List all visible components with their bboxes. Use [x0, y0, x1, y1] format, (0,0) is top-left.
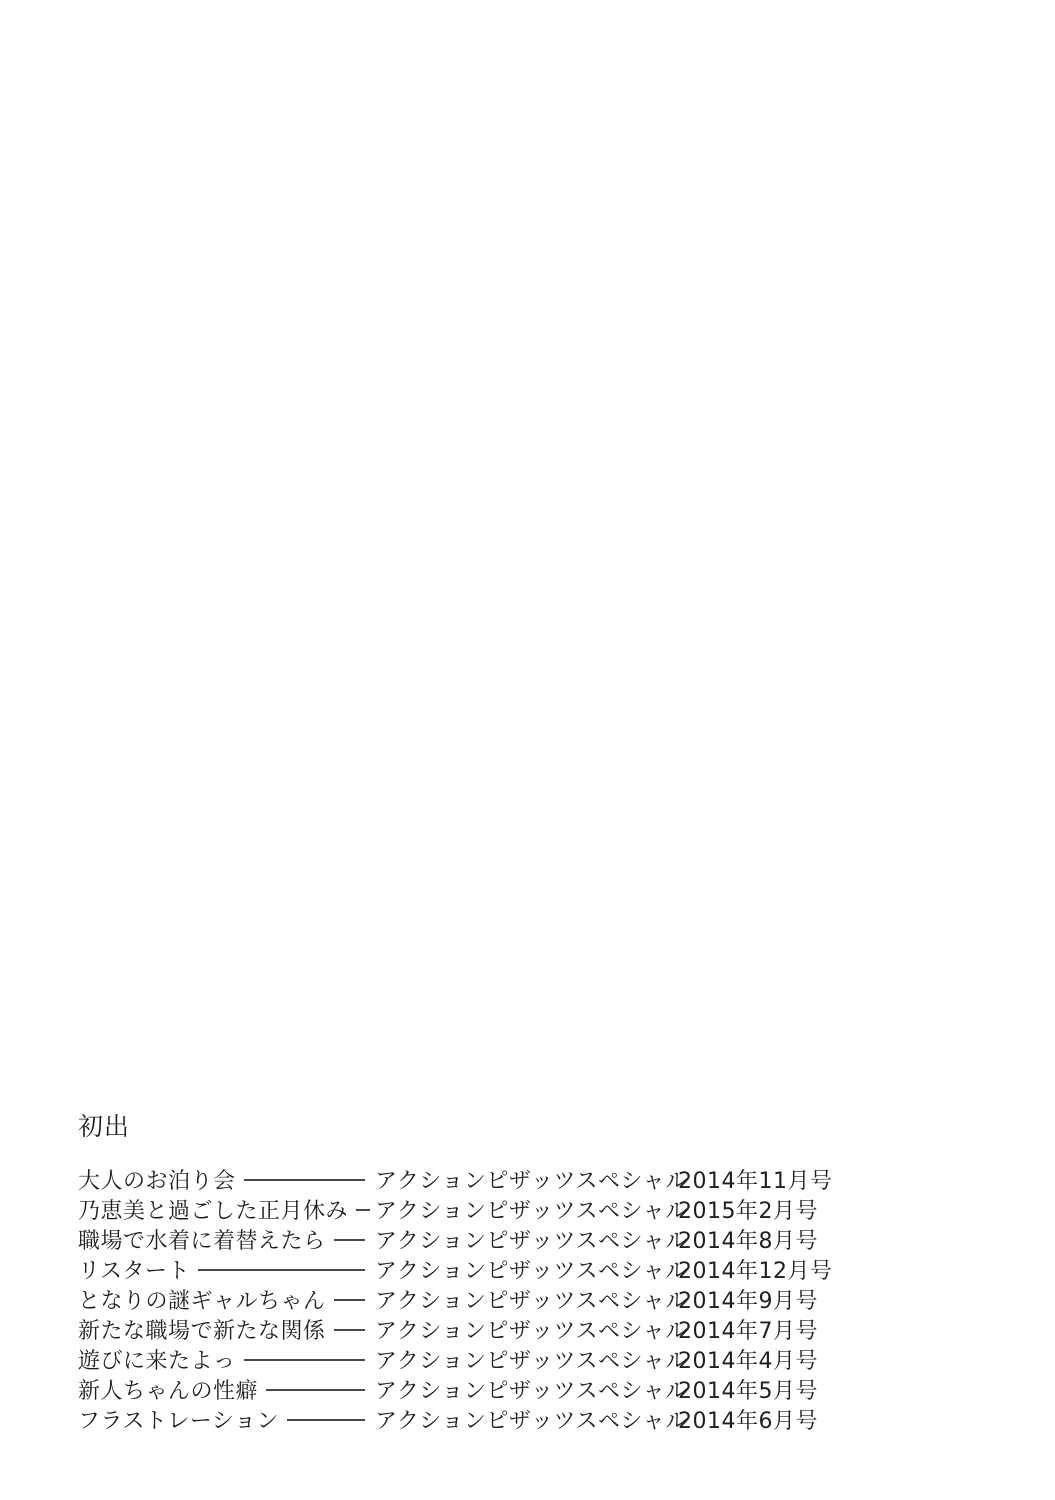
publication-row-left — [78, 1194, 375, 1225]
publication-row-left — [78, 1404, 375, 1435]
chapter-title: フラストレーション — [78, 1408, 279, 1434]
chapter-title: 遊びに来たよっ — [78, 1348, 236, 1374]
issue-date: 2014年4月号 — [678, 1348, 818, 1374]
chapter-title: 乃恵美と過ごした正月休み — [78, 1198, 349, 1224]
leader-line — [266, 1389, 365, 1391]
publication-row-left — [78, 1314, 375, 1345]
magazine-name: アクションピザッツスペシャル — [375, 1258, 688, 1284]
issue-date: 2014年11月号 — [678, 1168, 833, 1194]
chapter-title: リスタート — [78, 1258, 191, 1284]
chapter-title: 大人のお泊り会 — [78, 1168, 236, 1194]
chapter-title: 新人ちゃんの性癖 — [78, 1378, 259, 1404]
publication-row — [78, 1314, 838, 1344]
magazine-name: アクションピザッツスペシャル — [375, 1348, 688, 1374]
issue-date: 2014年8月号 — [678, 1228, 818, 1254]
leader-line — [334, 1299, 365, 1301]
issue-date: 2014年6月号 — [678, 1408, 818, 1434]
publication-row — [78, 1284, 838, 1314]
chapter-title: 新たな職場で新たな関係 — [78, 1318, 326, 1344]
publication-row-left — [78, 1164, 375, 1195]
leader-line — [198, 1269, 365, 1271]
issue-date: 2015年2月号 — [678, 1198, 818, 1224]
leader-line — [356, 1209, 370, 1211]
issue-date: 2014年5月号 — [678, 1378, 818, 1404]
publication-row-left — [78, 1254, 375, 1285]
publication-row-left — [78, 1344, 375, 1375]
magazine-name: アクションピザッツスペシャル — [375, 1318, 688, 1344]
issue-date: 2014年12月号 — [678, 1258, 833, 1284]
leader-line — [334, 1239, 365, 1241]
chapter-title: 職場で水着に着替えたら — [78, 1228, 326, 1254]
publication-row — [78, 1344, 838, 1374]
publication-row — [78, 1404, 838, 1434]
issue-date: 2014年9月号 — [678, 1288, 818, 1314]
publication-row — [78, 1164, 838, 1194]
leader-line — [287, 1419, 365, 1421]
publication-row — [78, 1374, 838, 1404]
publication-row — [78, 1194, 838, 1224]
leader-line — [334, 1329, 365, 1331]
magazine-name: アクションピザッツスペシャル — [375, 1168, 688, 1194]
magazine-name: アクションピザッツスペシャル — [375, 1228, 688, 1254]
publication-row — [78, 1224, 838, 1254]
issue-date: 2014年7月号 — [678, 1318, 818, 1344]
chapter-title: となりの謎ギャルちゃん — [78, 1288, 326, 1314]
magazine-name: アクションピザッツスペシャル — [375, 1378, 688, 1404]
leader-line — [244, 1179, 365, 1181]
publication-row-left — [78, 1224, 375, 1255]
magazine-name: アクションピザッツスペシャル — [375, 1408, 688, 1434]
first-publication-heading: 初出 — [78, 1112, 131, 1141]
magazine-name: アクションピザッツスペシャル — [375, 1198, 688, 1224]
leader-line — [244, 1359, 365, 1361]
magazine-name: アクションピザッツスペシャル — [375, 1288, 688, 1314]
publication-row-left — [78, 1284, 375, 1315]
first-publication-list — [78, 1164, 838, 1434]
publication-row-left — [78, 1374, 375, 1405]
publication-row — [78, 1254, 838, 1284]
